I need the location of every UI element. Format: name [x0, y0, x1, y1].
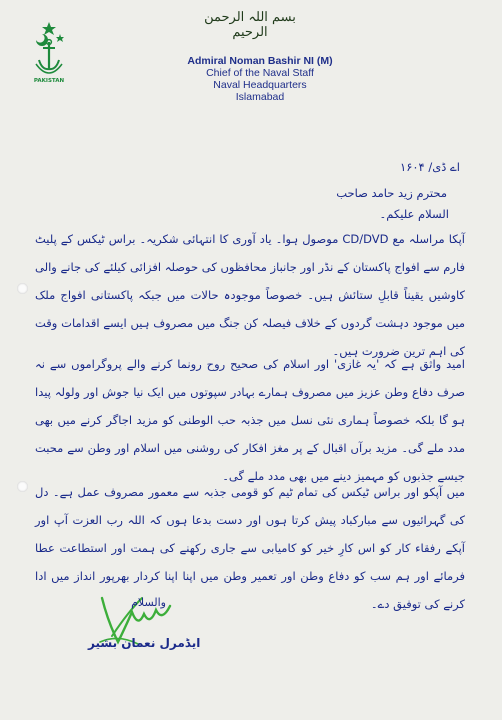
punch-hole [17, 481, 28, 492]
sender-office: Naval Headquarters [213, 79, 307, 91]
bismillah-heading: بسم اللہ الرحمن الرحیم [204, 10, 296, 40]
signer-name: ایڈمرل نعمان بشیر [88, 636, 201, 650]
punch-hole [17, 283, 28, 294]
sender-name: Admiral Noman Bashir NI (M) [187, 55, 333, 67]
letterhead-block [150, 55, 370, 103]
sender-title: Chief of the Naval Staff [206, 67, 314, 79]
sender-city: Islamabad [235, 91, 285, 103]
body-paragraph-1: آپکا مراسلہ مع CD/DVD موصول ہوا۔ یاد آوری کا انتہائی شکریہ۔ براس ٹیکس کے پلیٹ فارم سے افواج پاکستان کے نڈر اور جانباز محافظوں کی حوصلہ افزائی کیلئے کی جانے والی کاوشیں یقیناً قابلِ ستائش ہیں۔ خصوصاً موجودہ حالات میں جبکہ پاکستانی افواج ملک میں موجود دہشت گردوں کے خلاف فیصلہ کن جنگ میں مصروف ہیں ایسے اقدامات وقت کی اہم ترین ضرورت ہیں۔ [35, 232, 465, 358]
salutation: محترم زید حامد صاحب [336, 186, 447, 200]
reference-number: اے ڈی/ ۱۶۰۴ [400, 160, 460, 174]
body-paragraph-3: میں آپکو اور براس ٹیکس کی تمام ٹیم کو قومی جذبہ سے معمور مصروف عمل ہے۔ دل کی گہرائیوں سے مبارکباد پیش کرتا ہوں اور دست بدعا ہوں کہ اللہ رب العزت آپ اور آپکے رفقاء کار کو اس کارِ خیر کو کامیابی سے جاری رکھنے کی ہمت اور استطاعت عطا فرمائے اور ہم سب کو دفاع وطن اور تعمیر وطن میں اپنا اپنا کردار بھرپور انداز میں ادا کرنے کی توفیق دے۔ [35, 485, 465, 611]
greeting: السلام علیکم۔ [379, 207, 449, 221]
pakistan-navy-crest-icon [28, 20, 70, 86]
svg-text:PAKISTAN: PAKISTAN [33, 78, 65, 84]
closing-text: والسلام [131, 596, 166, 609]
body-paragraph-2: امید واثق ہے کہ 'یہ غازی' اور اسلام کی صحیح روح رونما کرنے والے پروگراموں سے نہ صرف دفاع وطن عزیز میں مصروف ہمارے بہادر سپوتوں میں ایک نیا جوش اور ولولہ پیدا ہو گا بلکہ خصوصاً ہماری نئی نسل میں جذبہ حب الوطنی کو مزید اجاگر کرنے میں بھی مدد ملے گی۔ مزید برآں اقبال کے پر مغز افکار کی روشنی میں اسلام اور وطن سے محبت جیسے جذبوں کو مہمیز دینے میں بھی مدد ملے گی۔ [35, 357, 465, 483]
